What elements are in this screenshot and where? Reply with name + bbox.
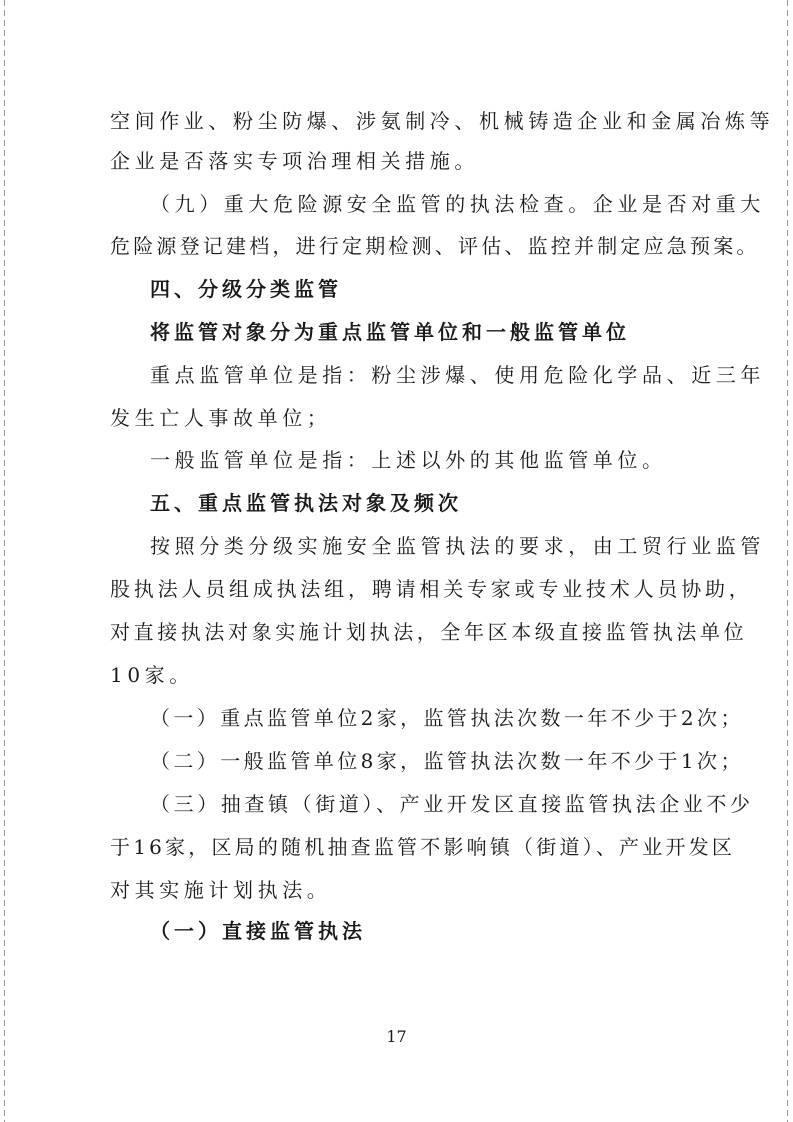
paragraph-line: 一般监管单位是指：上述以外的其他监管单位。 [150,448,667,472]
paragraph-line: 重点监管单位是指：粉尘涉爆、使用危险化学品、近三年 [150,363,765,387]
list-item: （三）抽查镇（街道）、产业开发区直接监管执法企业不少 [150,792,754,816]
scan-edge-right [787,0,788,1122]
list-item: （二）一般监管单位8家，监管执法次数一年不少于1次； [150,749,744,773]
paragraph-line: 对其实施计划执法。 [110,878,332,902]
paragraph-line: 发生亡人事故单位； [110,406,332,430]
paragraph-line: 按照分类分级实施安全监管执法的要求，由工贸行业监管 [150,534,765,558]
paragraph-line: 企业是否落实专项治理相关措施。 [110,149,479,173]
subsection-heading: （一）直接监管执法 [150,919,366,943]
paragraph-line: 空间作业、粉尘防爆、涉氨制冷、机械铸造企业和金属冶炼等 [110,109,775,133]
section-heading: 四、分级分类监管 [150,277,342,301]
paragraph-line: 对直接执法对象实施计划执法，全年区本级直接监管执法单位 [110,620,748,644]
paragraph-line: 10家。 [110,663,194,687]
subsection-heading: 将监管对象分为重点监管单位和一般监管单位 [150,320,630,344]
section-heading: 五、重点监管执法对象及频次 [150,491,462,515]
paragraph-line: （九）重大危险源安全监管的执法检查。企业是否对重大 [150,192,765,216]
paragraph-line: 于16家，区局的随机抽查监管不影响镇（街道）、产业开发区 [110,835,736,859]
page-number: 17 [386,1027,407,1046]
scan-edge-left [4,0,5,1122]
paragraph-line: 股执法人员组成执法组，聘请相关专家或专业技术人员协助， [110,577,753,601]
list-item: （一）重点监管单位2家，监管执法次数一年不少于2次； [150,706,744,730]
paragraph-line: 危险源登记建档，进行定期检测、评估、监控并制定应急预案。 [110,234,760,258]
